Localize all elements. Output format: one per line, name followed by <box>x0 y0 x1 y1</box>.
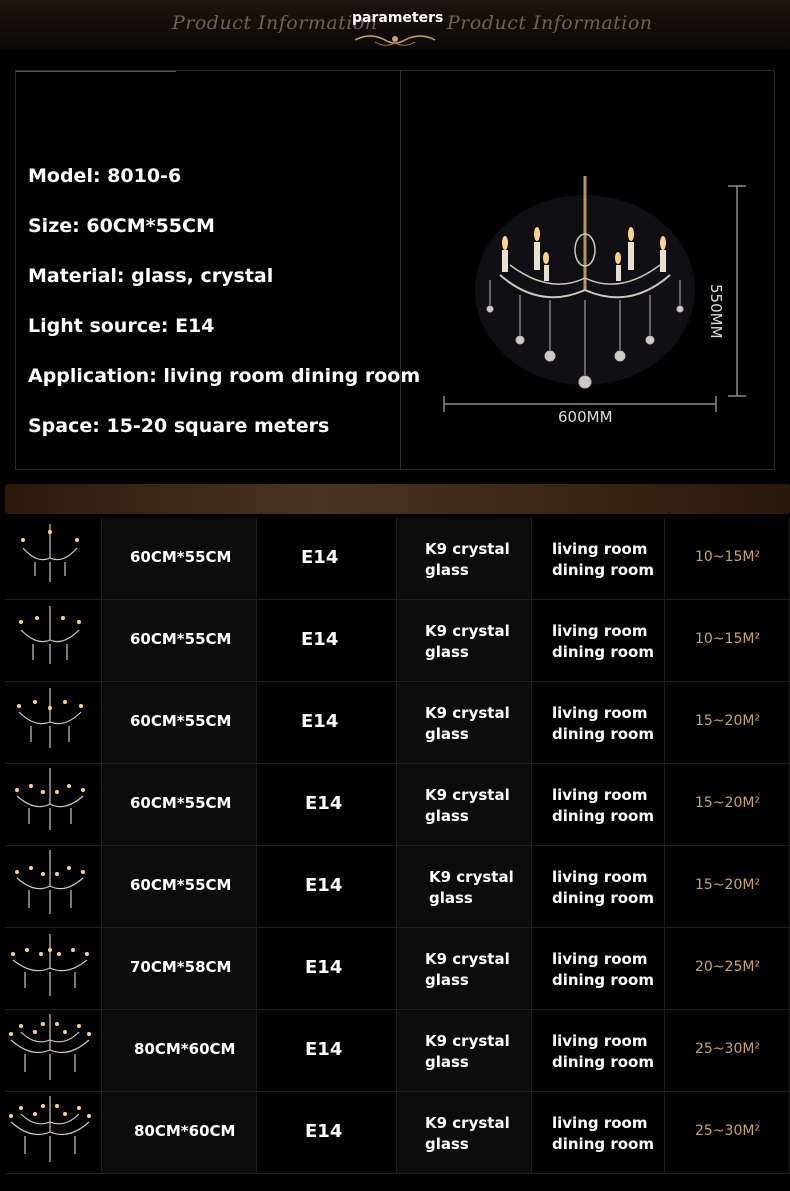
spec-light-source: Light source: E14 <box>28 315 215 337</box>
row-material: K9 crystal glass <box>425 540 510 579</box>
width-dimension-label: 600MM <box>558 408 613 426</box>
header-script-right: Product Information <box>447 12 653 34</box>
row-size: 80CM*60CM <box>134 1122 236 1140</box>
row-size: 60CM*55CM <box>130 876 232 894</box>
row-lamp: E14 <box>301 711 339 732</box>
table-row <box>0 928 790 1010</box>
row-material: K9 crystal glass <box>425 622 510 661</box>
row-application: living room dining room <box>552 786 654 825</box>
row-lamp: E14 <box>305 1039 343 1060</box>
ornament-icon <box>345 30 445 50</box>
row-application: living room dining room <box>552 622 654 661</box>
header-title: parameters <box>352 10 444 26</box>
chandelier-thumbnail-icon <box>5 600 95 678</box>
row-size: 60CM*55CM <box>130 794 232 812</box>
row-size: 60CM*55CM <box>130 630 232 648</box>
table-row <box>0 682 790 764</box>
row-lamp: E14 <box>305 1121 343 1142</box>
row-space: 15~20M² <box>695 877 761 893</box>
row-application: living room dining room <box>552 1032 654 1071</box>
chandelier-thumbnail-icon <box>5 1010 95 1088</box>
row-lamp: E14 <box>301 547 339 568</box>
row-size: 60CM*55CM <box>130 548 232 566</box>
table-row <box>0 764 790 846</box>
spec-size: Size: 60CM*55CM <box>28 215 215 237</box>
row-space: 15~20M² <box>695 795 761 811</box>
spec-application: Application: living room dining room <box>28 365 421 387</box>
table-row <box>0 518 790 600</box>
table-row <box>0 1010 790 1092</box>
chandelier-thumbnail-icon <box>5 764 95 842</box>
row-lamp: E14 <box>301 629 339 650</box>
row-application: living room dining room <box>552 868 654 907</box>
row-space: 20~25M² <box>695 959 761 975</box>
chandelier-thumbnail-icon <box>5 1092 95 1170</box>
table-row <box>0 1092 790 1174</box>
row-material: K9 crystal glass <box>425 1114 510 1153</box>
chandelier-thumbnail-icon <box>5 682 95 760</box>
spec-material: Material: glass, crystal <box>28 265 274 287</box>
row-space: 10~15M² <box>695 549 761 565</box>
row-material: K9 crystal glass <box>425 950 510 989</box>
row-material: K9 crystal glass <box>429 868 514 907</box>
height-dimension-label: 550MM <box>707 284 725 339</box>
row-material: K9 crystal glass <box>425 786 510 825</box>
row-material: K9 crystal glass <box>425 1032 510 1071</box>
section-divider-bar <box>5 484 790 514</box>
row-application: living room dining room <box>552 1114 654 1153</box>
table-row <box>0 600 790 682</box>
chandelier-thumbnail-icon <box>5 928 95 1006</box>
spec-space: Space: 15-20 square meters <box>28 415 330 437</box>
header-script-left: Product Information <box>172 12 378 34</box>
header-banner <box>0 0 790 50</box>
row-application: living room dining room <box>552 950 654 989</box>
row-space: 25~30M² <box>695 1123 761 1139</box>
row-application: living room dining room <box>552 540 654 579</box>
row-lamp: E14 <box>305 875 343 896</box>
row-application: living room dining room <box>552 704 654 743</box>
chandelier-thumbnail-icon <box>5 518 95 596</box>
table-row <box>0 846 790 928</box>
chandelier-icon <box>475 176 695 388</box>
row-lamp: E14 <box>305 957 343 978</box>
row-material: K9 crystal glass <box>425 704 510 743</box>
row-space: 10~15M² <box>695 631 761 647</box>
row-space: 15~20M² <box>695 713 761 729</box>
row-size: 60CM*55CM <box>130 712 232 730</box>
row-lamp: E14 <box>305 793 343 814</box>
row-size: 80CM*60CM <box>134 1040 236 1058</box>
row-size: 70CM*58CM <box>130 958 232 976</box>
chandelier-thumbnail-icon <box>5 846 95 924</box>
spec-model: Model: 8010-6 <box>28 165 182 187</box>
row-space: 25~30M² <box>695 1041 761 1057</box>
